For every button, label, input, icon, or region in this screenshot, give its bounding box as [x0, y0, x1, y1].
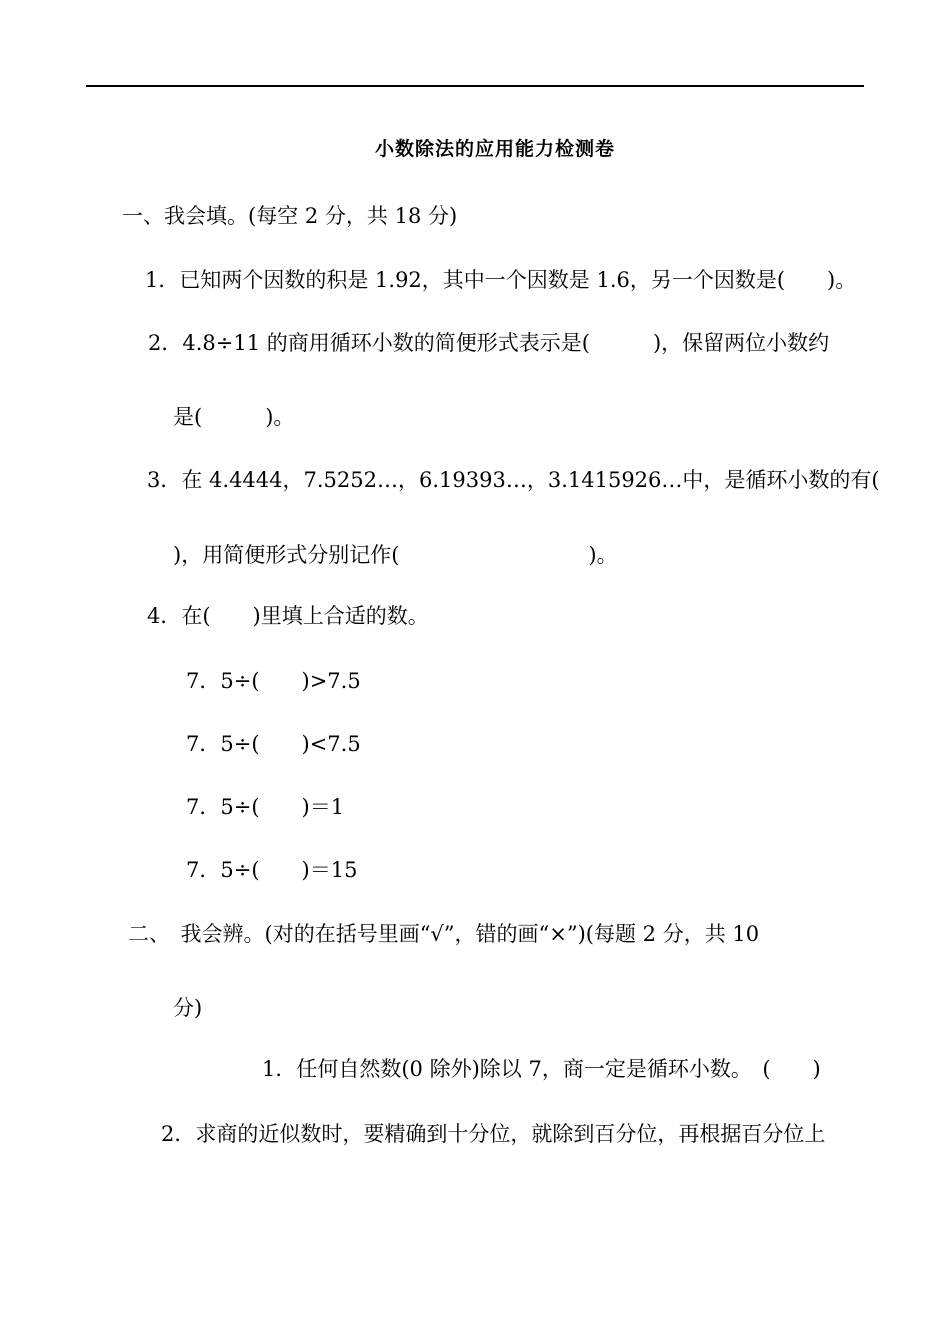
question-1-4-item: 7．5÷( )＝1	[186, 795, 345, 819]
section1-heading: 一、我会填。(每空 2 分，共 18 分)	[122, 204, 458, 228]
question-1-3-line2: )，用简便形式分别记作( )。	[173, 543, 618, 567]
question-1-1: 1．已知两个因数的积是 1.92，其中一个因数是 1.6，另一个因数是( )。	[145, 268, 857, 292]
question-2-2: 2．求商的近似数时，要精确到十分位，就除到百分位，再根据百分位上	[161, 1122, 826, 1146]
question-1-2-line2: 是( )。	[173, 405, 295, 429]
question-1-4-item: 7．5÷( )<7.5	[186, 732, 361, 756]
question-1-4-item: 7．5÷( )>7.5	[186, 669, 361, 693]
question-1-2-line1: 2．4.8÷11 的商用循环小数的简便形式表示是( )，保留两位小数约	[148, 331, 830, 355]
question-2-1: 1．任何自然数(0 除外)除以 7，商一定是循环小数。 ( )	[262, 1057, 821, 1081]
section2-heading-line1: 二、 我会辨。(对的在括号里画“√”，错的画“×”)(每题 2 分，共 10	[128, 922, 760, 946]
section2-heading-line2: 分)	[173, 996, 203, 1020]
question-1-4-item: 7．5÷( )＝15	[186, 858, 358, 882]
question-1-3-line1: 3．在 4.4444，7.5252…，6.19393…，3.1415926…中，是循环小数的有(	[147, 468, 880, 492]
question-1-4: 4．在( )里填上合适的数。	[147, 604, 429, 628]
header-rule	[86, 85, 864, 87]
page-title: 小数除法的应用能力检测卷	[374, 138, 615, 160]
